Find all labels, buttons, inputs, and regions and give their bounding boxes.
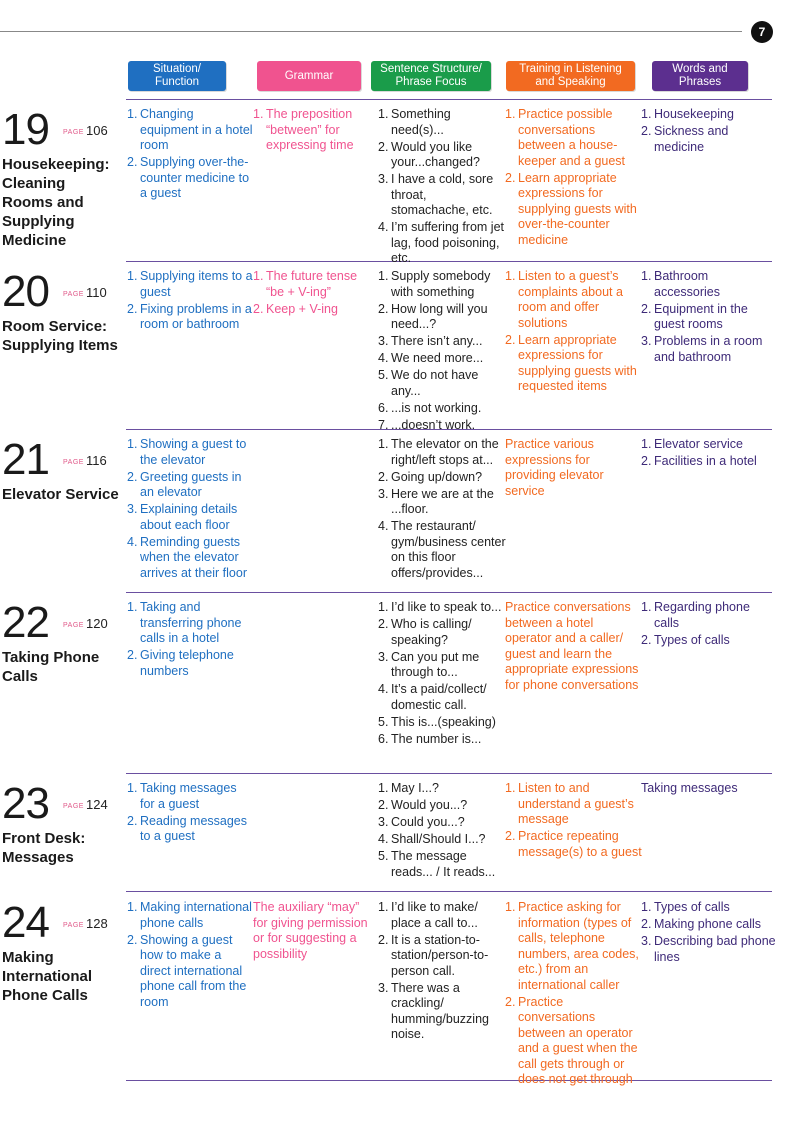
page-label: PAGE <box>63 803 84 810</box>
item-number: 2. <box>505 829 516 843</box>
situation-list-item <box>127 437 253 468</box>
item-number: 2. <box>378 139 389 154</box>
grammar-list-item <box>253 107 377 154</box>
item-number: 7. <box>378 417 389 432</box>
item-text: Going up/down? <box>391 469 483 484</box>
training-list-item <box>505 829 643 860</box>
item-text: Equipment in the guest rooms <box>654 301 748 331</box>
situation-list-item <box>127 600 253 647</box>
situation-list-item <box>127 502 253 533</box>
item-text: Practice possible conversations between a house-keeper and a guest <box>518 107 626 168</box>
situation-list <box>127 600 253 681</box>
item-text: The preposition “between” for expressing time <box>266 107 354 152</box>
page-reference: 128 <box>86 916 108 931</box>
item-text: Can you put me through to... <box>391 649 480 679</box>
item-text: ...doesn’t work. <box>391 417 476 432</box>
sentence-list-item <box>378 933 506 980</box>
item-text: How long will you need...? <box>391 301 488 331</box>
item-number: 2. <box>505 332 516 347</box>
situation-list-item <box>127 470 253 501</box>
situation-list <box>127 437 253 583</box>
item-text: I have a cold, sore throat, stomachache, etc. <box>391 172 494 217</box>
training-list <box>505 600 643 695</box>
item-text: There isn’t any... <box>391 334 483 348</box>
item-text: Facilities in a hotel <box>654 454 757 468</box>
situation-list-item <box>127 814 253 845</box>
item-number: 1. <box>641 900 652 914</box>
page-reference: 124 <box>86 797 108 812</box>
unit-number: 20 <box>2 267 49 316</box>
sentence-list-item <box>378 140 506 171</box>
item-text: Describing bad phone lines <box>654 934 776 964</box>
training-list <box>505 900 643 1089</box>
top-rule <box>0 31 742 32</box>
item-number: 4. <box>127 534 138 549</box>
item-number: 1. <box>378 781 389 795</box>
situation-list-item <box>127 269 253 300</box>
sentence-list-item <box>378 334 506 350</box>
item-number: 3. <box>378 334 389 348</box>
words-list-item <box>641 917 776 933</box>
training-list <box>505 781 643 862</box>
item-text: We do not have any... <box>391 368 479 398</box>
sentence-list-item <box>378 220 506 267</box>
sentence-list <box>378 107 506 268</box>
words-list-item <box>641 454 776 470</box>
item-number: 3. <box>127 502 138 516</box>
page-label: PAGE <box>63 922 84 929</box>
item-text: Supplying over-the-counter medicine to a guest <box>140 155 250 200</box>
sentence-list <box>378 269 506 435</box>
training-list <box>505 269 643 396</box>
sentence-list-item <box>378 487 506 518</box>
header-situation: Situation/ Function <box>128 61 226 91</box>
item-number: 1. <box>641 269 652 283</box>
training-list <box>505 107 643 250</box>
unit-title: Room Service: Supplying Items <box>2 318 118 354</box>
sentence-list-item <box>378 900 506 931</box>
sentence-list <box>378 437 506 583</box>
page-reference: 120 <box>86 616 108 631</box>
words-list-item <box>641 107 776 123</box>
divider <box>126 99 772 100</box>
item-number: 2. <box>641 917 652 931</box>
page-label: PAGE <box>63 129 84 136</box>
item-text: The message reads... / It reads... <box>391 849 496 879</box>
item-number: 1. <box>127 781 138 795</box>
words-list <box>641 437 776 471</box>
item-number: 1. <box>378 900 389 914</box>
sentence-list-item <box>378 617 506 648</box>
item-number: 3. <box>641 334 652 348</box>
item-number: 1. <box>127 900 138 914</box>
item-number: 2. <box>378 798 389 812</box>
item-text: ...is not working. <box>391 400 482 415</box>
item-text: May I...? <box>391 781 439 795</box>
sentence-list-item <box>378 418 506 434</box>
words-list-item <box>641 334 776 365</box>
grammar-list-item <box>253 302 377 318</box>
training-list-item <box>505 781 643 828</box>
item-text: I’d like to speak to... <box>391 600 502 614</box>
sentence-list-item <box>378 682 506 713</box>
sentence-list-item <box>378 732 506 748</box>
sentence-list <box>378 781 506 882</box>
item-number: 1. <box>127 600 138 614</box>
item-number: 2. <box>378 301 389 316</box>
item-text: Something need(s)... <box>391 107 451 137</box>
item-text: Taking messages for a guest <box>140 781 237 811</box>
sentence-list <box>378 900 506 1044</box>
item-text: Learn appropriate expressions for supplying guests with over-the-counter medicine <box>518 170 637 247</box>
sentence-list-item <box>378 798 506 814</box>
sentence-list-item <box>378 302 506 333</box>
item-number: 2. <box>127 301 138 316</box>
item-number: 1. <box>641 107 652 121</box>
page-reference: 106 <box>86 123 108 138</box>
item-number: 3. <box>378 649 389 664</box>
words-list-item <box>641 437 776 453</box>
item-text: Would you...? <box>391 798 468 812</box>
situation-list-item <box>127 933 253 1011</box>
item-text: Regarding phone calls <box>654 600 750 630</box>
sentence-list-item <box>378 815 506 831</box>
page-reference: 116 <box>86 453 107 468</box>
item-text: Changing equipment in a hotel room <box>140 107 253 152</box>
sentence-list-item <box>378 172 506 219</box>
sentence-list-item <box>378 107 506 138</box>
item-text: We need more... <box>391 351 484 365</box>
item-text: Could you...? <box>391 815 465 829</box>
item-text: The future tense “be + V-ing” <box>266 269 358 299</box>
item-number: 2. <box>505 994 516 1009</box>
item-number: 6. <box>378 731 389 746</box>
words-list <box>641 269 776 367</box>
grammar-list <box>253 269 377 319</box>
item-text: Listen to and understand a guest’s message <box>518 781 634 826</box>
sentence-list-item <box>378 650 506 681</box>
item-text: Making international phone calls <box>140 900 252 930</box>
sentence-list-item <box>378 600 506 616</box>
item-text: Types of calls <box>654 900 730 914</box>
item-number: 1. <box>378 600 389 614</box>
item-text: Housekeeping <box>654 107 734 121</box>
item-text: Keep + V-ing <box>266 301 338 316</box>
item-text: Supply somebody with something <box>391 269 491 299</box>
item-text: Who is calling/ speaking? <box>391 617 472 647</box>
item-number: 2. <box>378 932 389 947</box>
situation-list-item <box>127 648 253 679</box>
item-text: This is...(speaking) <box>391 714 496 729</box>
item-text: The number is... <box>391 731 482 746</box>
training-list <box>505 437 643 501</box>
unit-title: Making International Phone Calls <box>2 949 93 1004</box>
item-number: 1. <box>127 107 138 121</box>
divider <box>126 891 772 892</box>
item-number: 4. <box>378 220 389 234</box>
item-text: Bathroom accessories <box>654 269 720 299</box>
item-number: 2. <box>127 469 138 484</box>
training-list-item <box>505 269 643 331</box>
item-number: 1. <box>505 900 516 914</box>
item-number: 1. <box>378 107 389 121</box>
item-number: 1. <box>378 269 389 283</box>
situation-list <box>127 900 253 1012</box>
item-text: Greeting guests in an elevator <box>140 469 242 499</box>
sentence-list-item <box>378 981 506 1043</box>
sentence-list-item <box>378 519 506 581</box>
item-number: 1. <box>505 107 516 121</box>
item-number: 3. <box>641 934 652 948</box>
words-list <box>641 600 776 650</box>
situation-list <box>127 269 253 334</box>
grammar-list-item: The auxiliary “may” for giving permission or for suggesting a possibility <box>253 900 368 961</box>
item-number: 2. <box>641 124 652 138</box>
item-number: 3. <box>378 815 389 829</box>
item-number: 2. <box>127 813 138 828</box>
item-number: 4. <box>378 682 389 696</box>
item-number: 2. <box>378 617 389 631</box>
item-text: Listen to a guest’s complaints about a room and offer solutions <box>518 269 623 330</box>
item-number: 6. <box>378 400 389 415</box>
item-number: 2. <box>127 648 138 662</box>
training-list-item <box>505 995 643 1088</box>
grammar-list <box>253 900 377 964</box>
item-text: Shall/Should I...? <box>391 832 486 846</box>
situation-list-item <box>127 900 253 931</box>
training-list-item <box>505 900 643 993</box>
item-number: 5. <box>378 849 389 863</box>
sentence-list <box>378 600 506 749</box>
words-list-item <box>641 124 776 155</box>
item-text: I’d like to make/ place a call to... <box>391 900 478 930</box>
sentence-list-item <box>378 437 506 468</box>
item-text: Taking and transferring phone calls in a hotel <box>140 600 242 645</box>
grammar-list <box>253 107 377 155</box>
item-number: 1. <box>641 437 652 451</box>
unit-number: 24 <box>2 898 49 947</box>
item-text: Showing a guest how to make a direct international phone call from the room <box>140 932 247 1009</box>
item-text: Practice conversations between an operator and a guest when the call gets through or does not get through <box>518 994 638 1086</box>
item-number: 2. <box>641 632 652 647</box>
situation-list <box>127 107 253 203</box>
grammar-list-item <box>253 269 377 300</box>
item-number: 1. <box>253 107 264 121</box>
training-list-item: Practice conversations between a hotel operator and a caller/ guest and learn the appropriate expressions for phone conversations <box>505 600 639 692</box>
training-list-item: Practice various expressions for providing elevator service <box>505 437 604 498</box>
item-text: The elevator on the right/left stops at... <box>391 437 499 467</box>
item-number: 4. <box>378 832 389 846</box>
page-reference: 110 <box>86 285 107 300</box>
unit-title: Front Desk: Messages <box>2 830 86 866</box>
page-number-badge: 7 <box>751 21 773 43</box>
page-label: PAGE <box>63 459 84 466</box>
item-number: 3. <box>378 486 389 501</box>
item-text: Types of calls <box>654 632 730 647</box>
unit-number: 23 <box>2 779 49 828</box>
words-list-item <box>641 633 776 649</box>
sentence-list-item <box>378 470 506 486</box>
situation-list-item <box>127 155 253 202</box>
unit-title: Taking Phone Calls <box>2 649 100 685</box>
header-training: Training in Listening and Speaking <box>506 61 635 91</box>
item-number: 1. <box>253 269 264 283</box>
unit-number: 19 <box>2 105 49 154</box>
words-list <box>641 781 776 798</box>
item-text: Reading messages to a guest <box>140 813 248 843</box>
unit-title: Housekeeping: Cleaning Rooms and Supplying Medicine <box>2 156 110 249</box>
item-text: Problems in a room and bathroom <box>654 334 763 364</box>
sentence-list-item <box>378 401 506 417</box>
situation-list-item <box>127 781 253 812</box>
item-text: Elevator service <box>654 437 743 451</box>
item-text: Learn appropriate expressions for supplying guests with requested items <box>518 332 637 393</box>
item-number: 1. <box>505 269 516 283</box>
item-text: Fixing problems in a room or bathroom <box>140 301 252 331</box>
sentence-list-item <box>378 849 506 880</box>
item-text: Here we are at the ...floor. <box>391 486 494 516</box>
unit-number: 22 <box>2 598 49 647</box>
situation-list-item <box>127 107 253 154</box>
item-number: 3. <box>378 980 389 995</box>
sentence-list-item <box>378 832 506 848</box>
words-list-item <box>641 600 776 631</box>
words-list-item <box>641 900 776 916</box>
item-number: 1. <box>127 269 138 283</box>
situation-list <box>127 781 253 846</box>
unit-title: Elevator Service <box>2 486 119 503</box>
item-number: 2. <box>641 301 652 316</box>
item-text: It is a station-to-station/person-to-person call. <box>391 932 489 978</box>
item-number: 2. <box>505 170 516 185</box>
divider <box>126 1080 772 1081</box>
sentence-list-item <box>378 715 506 731</box>
item-number: 4. <box>378 519 389 533</box>
item-number: 2. <box>641 454 652 468</box>
words-list-item: Taking messages <box>641 781 738 795</box>
unit-number: 21 <box>2 435 49 484</box>
words-list-item <box>641 934 776 965</box>
page-label: PAGE <box>63 291 84 298</box>
item-number: 2. <box>253 301 264 316</box>
header-grammar: Grammar <box>257 61 361 91</box>
item-text: Practice asking for information (types of calls, telephone numbers, area codes, etc.) from an international caller <box>518 900 639 992</box>
item-text: The restaurant/ gym/business center on this floor offers/provides... <box>391 519 506 580</box>
divider <box>126 592 772 593</box>
item-number: 2. <box>378 469 389 484</box>
item-text: Reminding guests when the elevator arrives at their floor <box>140 534 247 580</box>
item-text: Explaining details about each floor <box>140 502 238 532</box>
page-label: PAGE <box>63 622 84 629</box>
item-number: 1. <box>505 781 516 795</box>
header-words-phrases: Words and Phrases <box>652 61 748 91</box>
item-number: 3. <box>378 172 389 186</box>
item-text: I’m suffering from jet lag, food poisoning, etc. <box>391 220 505 265</box>
situation-list-item <box>127 302 253 333</box>
item-number: 1. <box>127 437 138 451</box>
sentence-list-item <box>378 269 506 300</box>
item-text: Showing a guest to the elevator <box>140 437 247 467</box>
item-text: It’s a paid/collect/ domestic call. <box>391 682 487 712</box>
item-text: Making phone calls <box>654 917 762 931</box>
words-list-item <box>641 269 776 300</box>
item-text: Practice repeating message(s) to a guest <box>518 829 642 859</box>
training-list-item <box>505 333 643 395</box>
sentence-list-item <box>378 368 506 399</box>
item-number: 5. <box>378 368 389 382</box>
item-text: Giving telephone numbers <box>140 648 234 678</box>
divider <box>126 773 772 774</box>
item-number: 2. <box>127 155 138 169</box>
item-number: 1. <box>641 600 652 614</box>
item-text: There was a crackling/ humming/buzzing noise. <box>391 980 489 1041</box>
training-list-item <box>505 107 643 169</box>
item-number: 1. <box>378 437 389 451</box>
words-list <box>641 900 776 967</box>
sentence-list-item <box>378 351 506 367</box>
item-text: Would you like your...changed? <box>391 139 480 169</box>
words-list <box>641 107 776 157</box>
sentence-list-item <box>378 781 506 797</box>
item-number: 4. <box>378 351 389 365</box>
item-text: Supplying items to a guest <box>140 269 253 299</box>
header-sentence-structure: Sentence Structure/ Phrase Focus <box>371 61 491 91</box>
item-number: 2. <box>127 932 138 947</box>
situation-list-item <box>127 535 253 582</box>
item-text: Sickness and medicine <box>654 124 729 154</box>
training-list-item <box>505 171 643 249</box>
words-list-item <box>641 302 776 333</box>
item-number: 5. <box>378 714 389 729</box>
